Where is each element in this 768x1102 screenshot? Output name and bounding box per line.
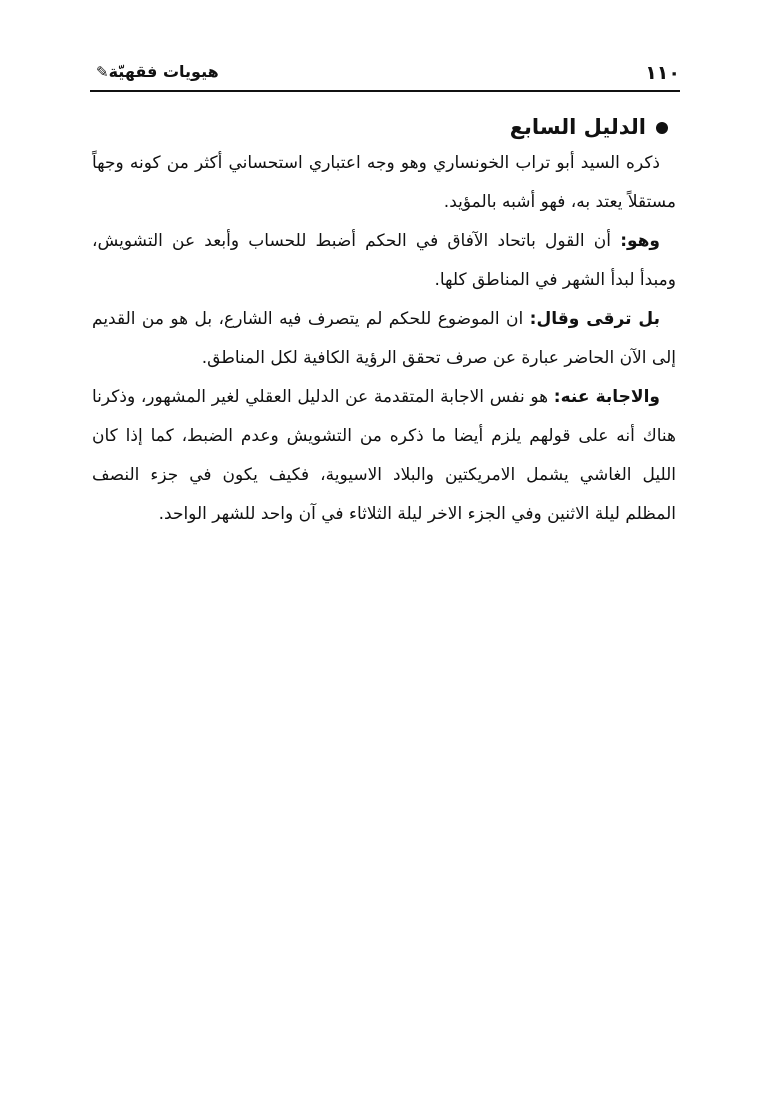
running-title-text: هيويات فقهيّة [108,62,219,81]
paragraph-lead: والاجابة عنه: [553,387,660,407]
paragraph-lead: بل ترقى وقال: [529,309,660,329]
section-title [92,112,676,142]
paragraph-lead: وهو: [620,231,660,251]
page-number: ١١٠ [645,62,680,84]
main-text [92,112,676,534]
bullet-icon [656,122,668,134]
quill-icon: ✎ [96,63,109,81]
paragraph-text: هو نفس الاجابة المتقدمة عن الدليل العقلي لغير المشهور، وذكرنا هناك أنه على قولهم يلزم أيضا ما ذكره من التشويش وعدم الضبط، كما إذا كان الليل الغاشي يشمل الامريكتين والبلاد الاسيوية، فكيف يكون في جزء النصف المظلم ليلة الاثنين وفي الجزء الاخر ليلة الثلاثاء في آن واحد للشهر الواحد. [92,387,676,524]
paragraph [92,378,676,534]
paragraph [92,300,676,378]
paragraph-text: أن القول باتحاد الآفاق في الحكم أضبط للحساب وأبعد عن التشويش، ومبدأ لبدأ الشهر في المناطق كلها. [92,231,676,290]
paragraph [92,222,676,300]
paragraph [92,144,676,222]
running-title [90,62,219,81]
section-title-text: الدليل السابع [509,115,646,139]
paragraph-text: ان الموضوع للحكم لم يتصرف فيه الشارع، بل هو من القديم إلى الآن الحاضر عبارة عن صرف تحقق الرؤية الكافية لكل المناطق. [92,309,676,368]
header-rule [90,90,680,92]
page-header [90,58,680,92]
paragraph-text: ذكره السيد أبو تراب الخونساري وهو وجه اعتباري استحساني أكثر من كونه وجهاً مستقلاً يعتد به، فهو أشبه بالمؤيد. [92,153,676,212]
